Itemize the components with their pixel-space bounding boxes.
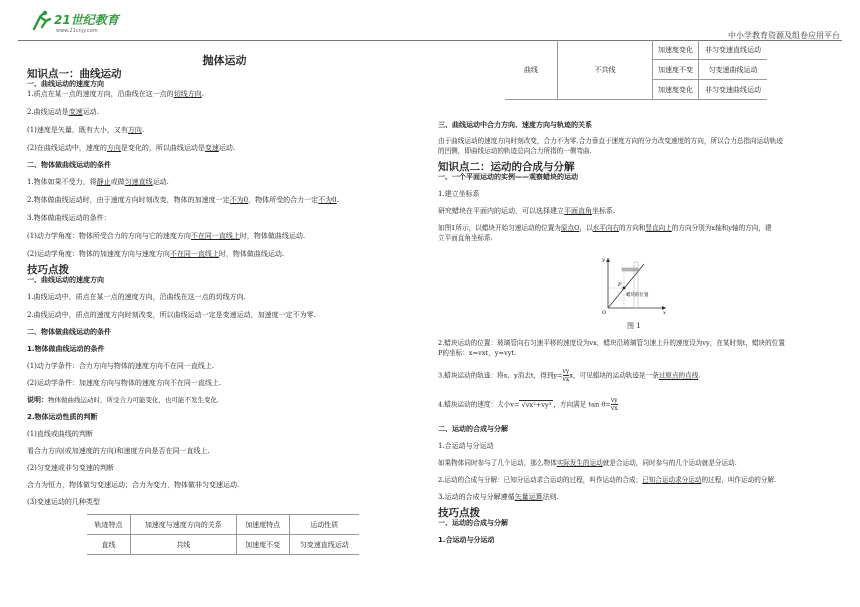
paragraph: 3.蜡块运动的轨迹：将x、y消去t，得到y= $\frac{vy}{vx}$ x，可见蜡块的运动轨迹是一条过原点的直线. [438,368,701,383]
table-cell: 共线 [130,535,236,555]
paragraph: (1)速度是矢量，既有大小，又有方向. [27,126,145,134]
paragraph: P的坐标：x=vxt，y=vyt. [438,349,517,357]
platform-name: 中小学教育资源及组卷应用平台 [728,31,840,40]
section-heading: 二、运动的合成与分解 [438,425,508,433]
section-heading: 一、曲线运动的速度方向 [27,276,104,284]
paragraph: 的凹侧，即曲线运动的轨迹总向合力所指的一侧弯曲. [438,147,592,155]
paragraph: (1)动力学角度：物体所受合力的方向与它的速度方向不在同一直线上时，物体做曲线运动. [27,232,306,240]
paragraph: 1.合运动与分运动 [438,536,495,544]
table-cell: 不共线 [558,40,653,100]
table-cell: 匀变速直线运动 [289,535,359,555]
motion-types-table [87,514,359,555]
paragraph: 1.物体如果不受力，将静止或做匀速直线运动. [27,178,169,186]
table-cell: 非匀变速曲线运动 [699,80,767,100]
table-header-cell: 运动性质 [289,515,359,535]
paragraph: (1)直线或曲线的判断 [27,430,93,438]
motion-types-table-cont [505,40,767,100]
table-row [87,535,359,555]
paragraph: (1)动力学条件：合力方向与物体的速度方向不在同一直线上. [27,362,215,370]
paragraph: 3.物体做曲线运动的条件： [27,214,111,222]
paragraph: (2)在曲线运动中，速度的方向是变化的，所以曲线运动是变速运动. [27,144,236,152]
paragraph: 2.曲线运动中，质点的速度方向时刻改变，所以曲线运动一定是变速运动，加速度一定不为零. [27,311,316,319]
left-column [27,56,422,507]
section-heading: 一、运动的合成与分解 [438,519,508,527]
position-label: 蜡块的位置 [626,293,649,298]
tips-heading: 技巧点拨 [27,264,69,276]
note: 说明：物体做曲线运动时，所受合力可能变化，也可能不发生变化. [27,396,220,404]
section-heading: 三、曲线运动中合力方向、速度方向与轨迹的关系 [438,121,592,129]
paragraph: 4.蜡块运动的速度：大小v= √vx²+vy² ，方向满足 tan θ= $\frac{vy}{vx}$ [438,397,618,412]
figure-caption: 图 1 [627,322,641,330]
point-label: P [618,282,622,288]
table-header-cell: 加速度与速度方向的关系 [130,515,236,535]
paragraph: 合力为恒力，物体做匀变速运动；合力为变力，物体做非匀变速运动. [27,481,240,489]
paragraph: (2)运动学角度：物体的加速度方向与速度方向不在同一直线上时，物体做曲线运动. [27,250,285,258]
logo-url: www.21cnjy.com [56,28,98,34]
table-cell: 加速度变化 [653,40,699,60]
origin-label: O [602,310,607,314]
logo-text: 21世纪教育 [54,13,119,27]
paragraph: 1.建立坐标系 [438,190,480,198]
paragraph: 1.物体做曲线运动的条件 [27,345,105,353]
paragraph: 2.物体做曲线运动时，由于速度方向时刻改变，物体的加速度一定不为0，物体所受的合力一定不为0. [27,196,339,204]
paragraph: 2.运动的合成与分解：已知分运动求合运动的过程，叫作运动的合成；已知合运动求分运动的过程，叫作运动的分解. [438,476,777,484]
table-header-cell: 加速度特点 [236,515,289,535]
table-cell: 加速度不变 [236,535,289,555]
table-cell: 加速度变化 [653,80,699,100]
table-header-cell: 轨迹特点 [87,515,130,535]
paragraph: 研究蜡块在平面内的运动，可以选择建立平面直角坐标系. [438,207,616,215]
y-axis-label: y [602,257,605,263]
section-heading: 一、一个平面运动的实例——观察蜡块的运动 [438,173,578,181]
x-axis-label: x [663,310,666,314]
section-heading: 二、物体做曲线运动的条件 [27,328,111,336]
paragraph: 由于曲线运动的速度方向时刻改变，合力不为零.合力垂直于速度方向的分力改变速度的方向，所以合力总指向运动轨迹 [438,137,783,145]
table-cell: 直线 [87,535,130,555]
paragraph: (3)变速运动的几种类型 [27,498,100,506]
paragraph: 1.合运动与分运动 [438,442,494,450]
paragraph: 2.物体运动性质的判断 [27,413,98,421]
paragraph: 3.运动的合成与分解遵循矢量运算法则. [438,493,559,501]
wax-block-diagram [600,254,670,314]
table-cell: 匀变速曲线运动 [699,60,767,80]
paragraph: 1.质点在某一点的速度方向，沿曲线在这一点的切线方向. [27,90,204,98]
paragraph: 立平面直角坐标系. [438,234,493,242]
logo [30,9,148,35]
paragraph: 看合力方向(或加速度的方向)和速度方向是否在同一直线上. [27,447,210,455]
page-title: 抛体运动 [202,54,247,67]
paragraph: (2)匀变速或非匀变速的判断 [27,464,114,472]
section-heading: 二、物体做曲线运动的条件 [27,161,111,169]
table-row [505,40,767,60]
table-cell: 非匀变速直线运动 [699,40,767,60]
paragraph: 如果物体同时参与了几个运动，那么物体实际发生的运动就是合运动，同时参与的几个运动就是分运动. [438,459,737,467]
figure-1 [600,254,670,314]
runner-logo-icon [30,9,148,35]
table-header-row [87,515,359,535]
paragraph: 1.曲线运动中，质点在某一点的速度方向，沿曲线在这一点的切线方向. [27,293,246,301]
table-cell: 曲线 [505,40,558,100]
kp1-heading: 知识点一：曲线运动 [27,68,122,80]
paragraph: 2.蜡块运动的位置：玻璃管向右匀速平移的速度设为vx，蜡块沿玻璃管匀速上升的速度设为vy，在某时刻t，蜡块的位置 [438,339,785,347]
paragraph: 如图1所示，以蜡块开始匀速运动的位置为原点O，以水平向右的方向和竖直向上的方向分别为x轴和y轴的方向，建 [438,224,772,232]
paragraph: (2)运动学条件：加速度方向与物体的速度方向不在同一直线上. [27,379,222,387]
right-column [438,120,843,243]
right-column-lower [438,338,843,545]
kp2-heading: 知识点二：运动的合成与分解 [438,161,575,173]
tips-heading: 技巧点拨 [438,507,480,519]
paragraph: 2.曲线运动是变速运动. [27,108,99,116]
table-cell: 加速度不变 [653,60,699,80]
section-heading: 一、曲线运动的速度方向 [27,80,104,88]
